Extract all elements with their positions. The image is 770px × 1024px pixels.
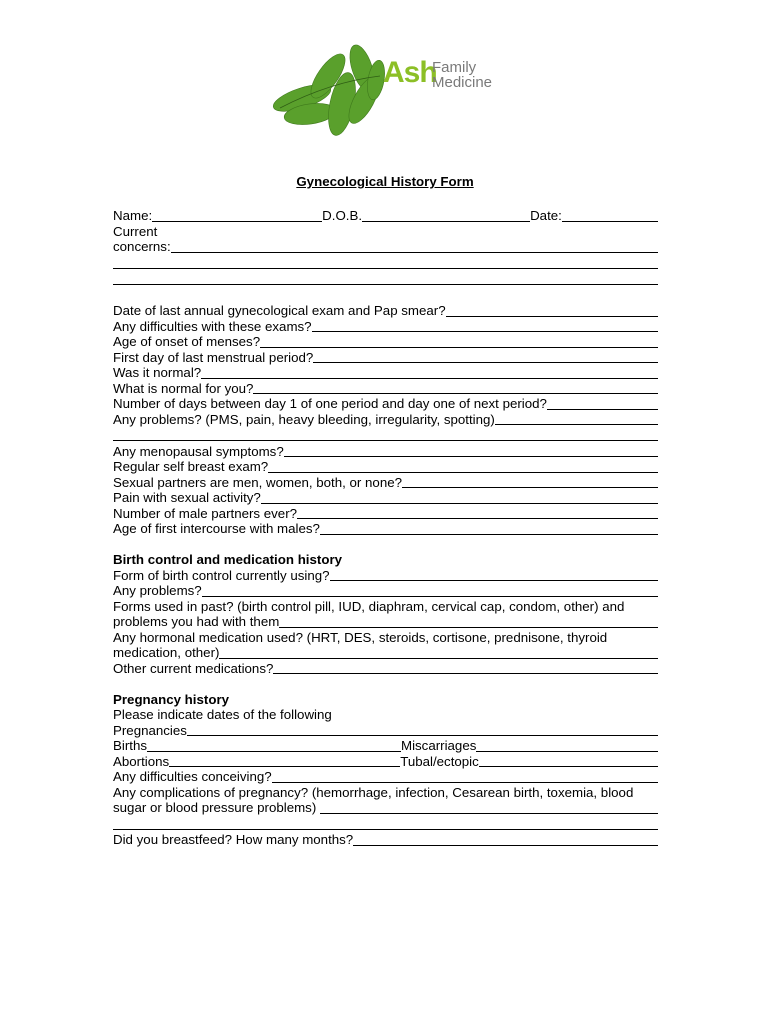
abortions-row <box>113 754 658 770</box>
normal-for-you-field[interactable] <box>253 381 658 394</box>
menopausal-field[interactable] <box>284 444 658 457</box>
complications-label-2: sugar or blood pressure problems) <box>113 800 317 815</box>
logo-brand: Ash <box>383 56 437 89</box>
male-partners-field[interactable] <box>297 506 658 519</box>
bc-current-label: Form of birth control currently using? <box>113 567 330 583</box>
tubal-field[interactable] <box>479 754 658 767</box>
first-day-label: First day of last menstrual period? <box>113 349 314 365</box>
breastfeed-field[interactable] <box>353 833 658 846</box>
breastfeed-row <box>113 832 658 848</box>
logo-line-family: Family <box>432 59 477 76</box>
problems-field[interactable] <box>495 412 658 425</box>
male-partners-label: Number of male partners ever? <box>113 505 298 521</box>
first-intercourse-label: Age of first intercourse with males? <box>113 521 320 536</box>
name-label: Name: <box>113 208 153 223</box>
last-exam-row <box>113 303 658 319</box>
tubal-label: Tubal/ectopic <box>400 753 479 769</box>
bc-past-row <box>113 614 658 630</box>
menopausal-label: Any menopausal symptoms? <box>113 443 284 459</box>
name-row <box>113 208 658 224</box>
bc-problems-row <box>113 583 658 599</box>
conceiving-label: Any difficulties conceiving? <box>113 769 272 784</box>
concerns-field-line-2[interactable] <box>113 255 658 269</box>
pregnancies-label: Pregnancies <box>113 722 187 738</box>
births-field[interactable] <box>147 739 401 752</box>
first-intercourse-row <box>113 521 658 537</box>
name-field[interactable] <box>152 209 322 222</box>
complications-label: Any complications of pregnancy? (hemorrhage, infection, Cesarean birth, toxemia, blood <box>113 784 634 800</box>
exam-difficulties-field[interactable] <box>312 319 658 332</box>
partners-row <box>113 475 658 491</box>
complications-field-line-2[interactable] <box>113 816 658 830</box>
bc-past-field[interactable] <box>279 615 658 628</box>
normal-for-you-row <box>113 381 658 397</box>
concerns-field[interactable] <box>171 240 658 253</box>
problems-row <box>113 412 658 428</box>
pain-row <box>113 490 658 506</box>
logo-line-medicine: Medicine <box>432 74 493 91</box>
dob-field[interactable] <box>362 209 530 222</box>
births-row <box>113 738 658 754</box>
miscarriages-field[interactable] <box>476 739 658 752</box>
partners-label: Sexual partners are men, women, both, or none? <box>113 474 403 490</box>
normal-field[interactable] <box>201 366 658 379</box>
breast-exam-row <box>113 459 658 475</box>
dob-label: D.O.B. <box>322 208 363 223</box>
form-title: Gynecological History Form <box>296 174 474 189</box>
last-exam-label: Date of last annual gynecological exam and Pap smear? <box>113 303 446 318</box>
concerns-field-line-3[interactable] <box>113 271 658 285</box>
pregnancy-heading: Pregnancy history <box>113 691 230 707</box>
hormonal-field[interactable] <box>219 646 658 659</box>
normal-row <box>113 365 658 381</box>
breast-exam-label: Regular self breast exam? <box>113 459 269 474</box>
births-label: Births <box>113 738 147 753</box>
pain-field[interactable] <box>261 491 658 504</box>
normal-for-you-label: What is normal for you? <box>113 380 254 396</box>
abortions-label: Abortions <box>113 753 170 769</box>
problems-field-line-2[interactable] <box>113 427 658 441</box>
pregnancies-row <box>113 723 658 739</box>
first-day-row <box>113 350 658 366</box>
days-between-row <box>113 396 658 412</box>
complications-field[interactable] <box>320 801 658 814</box>
abortions-field[interactable] <box>169 754 400 767</box>
normal-label: Was it normal? <box>113 365 202 380</box>
bc-problems-field[interactable] <box>202 584 658 597</box>
bc-problems-label: Any problems? <box>113 583 202 598</box>
birth-control-heading: Birth control and medication history <box>113 552 343 567</box>
days-between-label: Number of days between day 1 of one period and day one of next period? <box>113 396 547 411</box>
bc-past-label: Forms used in past? (birth control pill, IUD, diaphram, cervical cap, condom, other) and <box>113 598 625 614</box>
concerns-label: concerns: <box>113 239 171 254</box>
exam-difficulties-row <box>113 319 658 335</box>
first-intercourse-field[interactable] <box>320 522 658 535</box>
first-day-field[interactable] <box>313 350 658 363</box>
date-field[interactable] <box>562 209 658 222</box>
other-meds-label: Other current medications? <box>113 660 274 676</box>
pain-label: Pain with sexual activity? <box>113 490 261 505</box>
pregnancies-field[interactable] <box>187 723 658 736</box>
date-label: Date: <box>530 208 562 223</box>
other-meds-field[interactable] <box>273 661 658 674</box>
onset-field[interactable] <box>260 335 658 348</box>
form-body <box>113 208 658 848</box>
bc-past-label-2: problems you had with them <box>113 614 280 629</box>
current-label: Current <box>113 223 158 239</box>
breastfeed-label: Did you breastfeed? How many months? <box>113 832 354 847</box>
pregnancy-intro: Please indicate dates of the following <box>113 707 332 722</box>
miscarriages-label: Miscarriages <box>401 738 477 753</box>
hormonal-label-2: medication, other) <box>113 645 220 660</box>
male-partners-row <box>113 506 658 522</box>
bc-current-field[interactable] <box>330 568 658 581</box>
days-between-field[interactable] <box>547 397 658 410</box>
complications-row <box>113 800 658 816</box>
hormonal-label: Any hormonal medication used? (HRT, DES, steroids, cortisone, prednisone, thyroid <box>113 629 608 645</box>
onset-label: Age of onset of menses? <box>113 334 261 349</box>
menopausal-row <box>113 444 658 460</box>
partners-field[interactable] <box>402 475 658 488</box>
conceiving-field[interactable] <box>272 770 658 783</box>
exam-difficulties-label: Any difficulties with these exams? <box>113 318 312 334</box>
hormonal-row <box>113 645 658 661</box>
bc-current-row <box>113 568 658 584</box>
onset-row <box>113 334 658 350</box>
problems-label: Any problems? (PMS, pain, heavy bleeding, irregularity, spotting) <box>113 411 495 427</box>
conceiving-row <box>113 769 658 785</box>
breast-exam-field[interactable] <box>268 460 658 473</box>
other-meds-row <box>113 661 658 677</box>
concerns-row <box>113 239 658 255</box>
last-exam-field[interactable] <box>446 304 658 317</box>
